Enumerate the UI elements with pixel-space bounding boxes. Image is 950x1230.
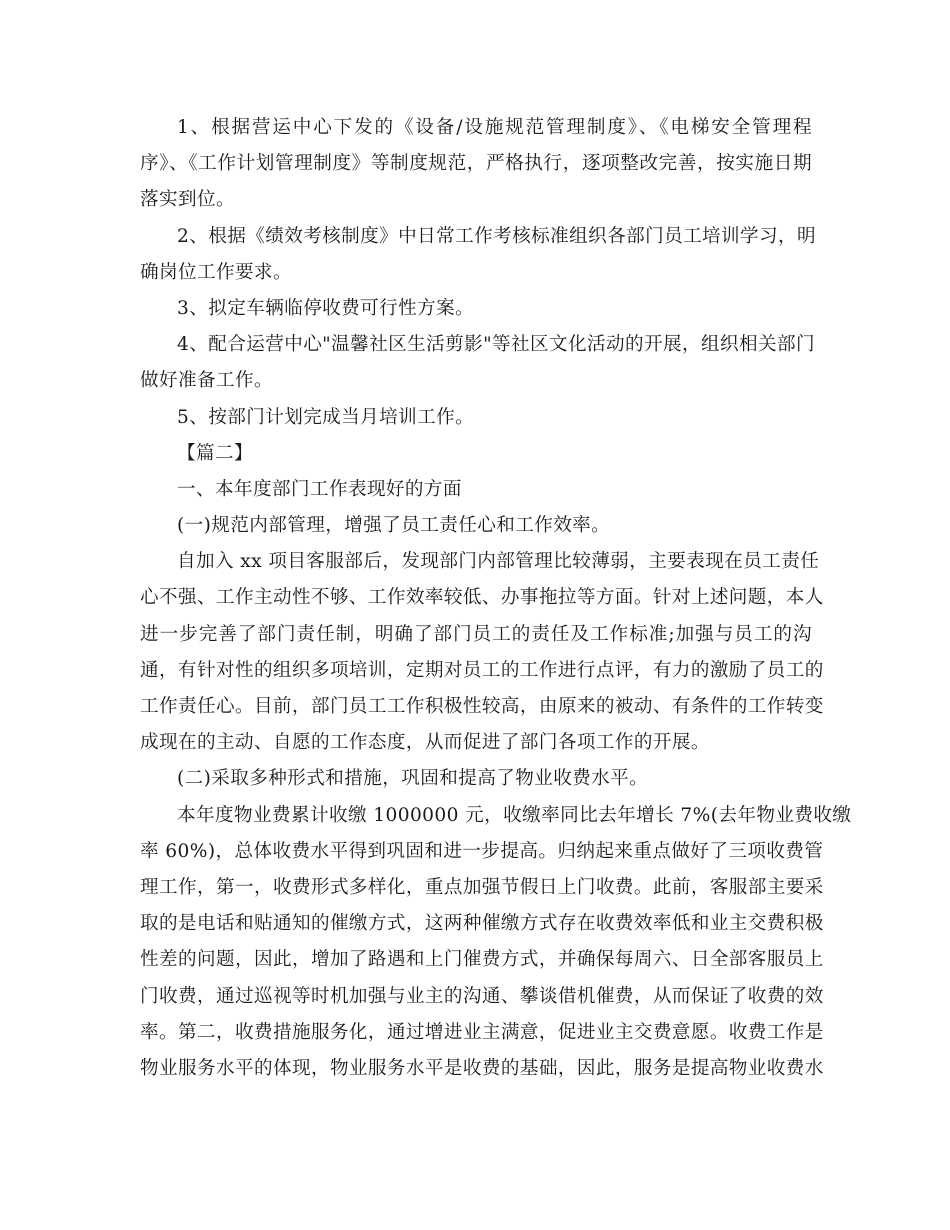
subheading-2: (一)规范内部管理，增强了员工责任心和工作效率。 xyxy=(177,515,611,537)
subheading-3: (二)采取多种形式和措施，巩固和提高了物业收费水平。 xyxy=(177,768,649,790)
paragraph-4-line-2: 做好准备工作。 xyxy=(140,370,273,392)
paragraph-1-line-1: 1、根据营运中心下发的《设备/设施规范管理制度》、《电梯安全管理程 xyxy=(177,117,812,138)
paragraph-6-line-5: 工作责任心。目前，部门员工工作积极性较高，由原来的被动、有条件的工作转变 xyxy=(140,696,824,717)
subheading-1: 一、本年度部门工作表现好的方面 xyxy=(177,478,462,500)
paragraph-7-line-8: 物业服务水平的体现，物业服务水平是收费的基础，因此，服务是提高物业收费水 xyxy=(140,1057,824,1079)
paragraph-3-line-1: 3、拟定车辆临停收费可行性方案。 xyxy=(177,297,475,319)
paragraph-6-line-6: 成现在的主动、自愿的工作态度，从而促进了部门各项工作的开展。 xyxy=(140,732,710,754)
paragraph-7-line-4: 取的是电话和贴通知的催缴方式，这两种催缴方式存在收费效率低和业主交费积极 xyxy=(140,913,824,935)
paragraph-7-line-7: 率。第二，收费措施服务化，通过增进业主满意，促进业主交费意愿。收费工作是 xyxy=(140,1021,824,1043)
paragraph-6-line-4: 通，有针对性的组织多项培训，定期对员工的工作进行点评，有力的激励了员工的 xyxy=(140,659,824,681)
paragraph-7-line-6: 门收费，通过巡视等时机加强与业主的沟通、攀谈借机催费，从而保证了收费的效 xyxy=(140,985,824,1007)
document-page xyxy=(140,110,852,1087)
paragraph-4-line-1: 4、配合运营中心"温馨社区生活剪影"等社区文化活动的开展，组织相关部门 xyxy=(177,334,815,356)
paragraph-6-line-1: 自加入 xx 项目客服部后，发现部门内部管理比较薄弱，主要表现在员工责任 xyxy=(177,551,820,573)
paragraph-2-line-1: 2、根据《绩效考核制度》中日常工作考核标准组织各部门员工培训学习，明 xyxy=(177,225,817,247)
paragraph-2-line-2: 确岗位工作要求。 xyxy=(140,261,292,283)
paragraph-1-line-3: 落实到位。 xyxy=(140,189,235,211)
paragraph-5-line-1: 5、按部门计划完成当月培训工作。 xyxy=(177,406,475,428)
paragraph-7-line-5: 性差的问题，因此，增加了路遇和上门催费方式，并确保每周六、日全部客服员上 xyxy=(140,949,824,971)
paragraph-6-line-3: 进一步完善了部门责任制，明确了部门员工的责任及工作标准;加强与员工的沟 xyxy=(140,623,812,645)
section-heading: 【篇二】 xyxy=(177,442,253,464)
paragraph-7-line-2: 率 60%)，总体收费水平得到巩固和进一步提高。归纳起来重点做好了三项收费管 xyxy=(140,840,824,862)
paragraph-7-line-3: 理工作，第一，收费形式多样化，重点加强节假日上门收费。此前，客服部主要采 xyxy=(140,876,824,898)
paragraph-7-line-1: 本年度物业费累计收缴 1000000 元，收缴率同比去年增长 7%(去年物业费收缴 xyxy=(177,804,852,826)
paragraph-1-line-2: 序》、《工作计划管理制度》等制度规范，严格执行，逐项整改完善，按实施日期 xyxy=(140,153,812,175)
paragraph-6-line-2: 心不强、工作主动性不够、工作效率较低、办事拖拉等方面。针对上述问题，本人 xyxy=(140,587,824,609)
